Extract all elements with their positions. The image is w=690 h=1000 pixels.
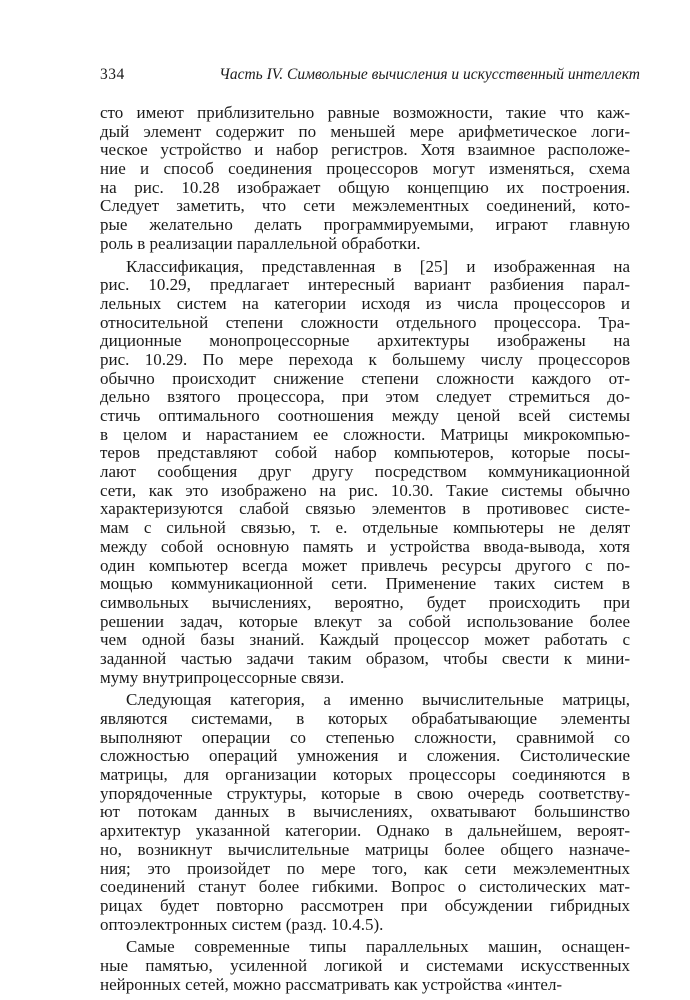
text-line: упорядоченные структуры, которые в свою очередь соответству- bbox=[100, 783, 630, 803]
text-line: роль в реализации параллельной обработки. bbox=[100, 233, 421, 253]
text-line: лают сообщения друг другу посредством коммуникационной bbox=[100, 462, 630, 482]
body-text bbox=[100, 104, 630, 994]
text-line: рис. 10.29, предлагает интересный вариант разбиения парал- bbox=[100, 275, 630, 295]
page-header bbox=[100, 66, 640, 88]
text-line: выполняют операции со степенью сложности, сравнимой со bbox=[100, 727, 630, 747]
page-number: 334 bbox=[100, 66, 125, 83]
text-line: ние и способ соединения процессоров могут изменяться, схема bbox=[100, 159, 630, 179]
text-line: ные памятью, усиленной логикой и системами искусственных bbox=[100, 955, 630, 975]
text-line: дый элемент содержит по меньшей мере арифметическое логи- bbox=[100, 121, 630, 141]
text-line: мам с сильной связью, т. е. отдельные компьютеры не делят bbox=[100, 518, 630, 538]
text-line: архитектур указанной категории. Однако в дальнейшем, вероят- bbox=[100, 821, 630, 841]
text-line: символьных вычислениях, вероятно, будет происходить при bbox=[100, 592, 630, 612]
text-line: ют потокам данных в вычислениях, охватывают большинство bbox=[100, 802, 630, 822]
paragraph bbox=[100, 938, 630, 994]
text-line: сложностью операций умножения и сложения. Систолические bbox=[100, 746, 630, 766]
text-line: Следует заметить, что сети межэлементных соединений, кото- bbox=[100, 196, 630, 216]
text-line: диционные монопроцессорные архитектуры изображены на bbox=[100, 331, 630, 351]
text-line: сто имеют приблизительно равные возможности, такие что каж- bbox=[100, 103, 630, 122]
text-line: соединений станут более гибкими. Вопрос о систолических мат- bbox=[100, 877, 630, 897]
text-line: ния; это произойдет по мере того, как сети межэлементных bbox=[100, 858, 630, 878]
text-line: лельных систем на категории исходя из числа процессоров и bbox=[100, 293, 630, 313]
text-line: оптоэлектронных систем (разд. 10.4.5). bbox=[100, 914, 384, 934]
text-line: решении задач, которые влекут за собой использование более bbox=[100, 611, 630, 631]
text-line: между собой основную память и устройства ввода-вывода, хотя bbox=[100, 536, 630, 556]
text-line: нейронных сетей, можно рассматривать как устройства «интел- bbox=[100, 974, 563, 994]
text-line: Самые современные типы параллельных машин, оснащен- bbox=[126, 937, 630, 957]
text-line: ческое устройство и набор регистров. Хотя взаимное расположе- bbox=[100, 140, 630, 160]
text-line: Классификация, представленная в [25] и изображенная на bbox=[126, 256, 630, 276]
text-line: относительной степени сложности отдельного процессора. Тра- bbox=[100, 312, 630, 332]
text-line: являются системами, в которых обрабатывающие элементы bbox=[100, 709, 630, 728]
running-title: Часть IV. Символьные вычисления и искусственный интеллект bbox=[219, 66, 640, 83]
paragraph bbox=[100, 258, 630, 688]
text-line: но, возникнут вычислительные матрицы более общего назначе- bbox=[100, 839, 630, 859]
text-line: сети, как это изображено на рис. 10.30. Такие системы обычно bbox=[100, 480, 630, 500]
text-line: рис. 10.29. По мере перехода к большему числу процессоров bbox=[100, 349, 630, 369]
text-line: рые желательно делать программируемыми, играют главную bbox=[100, 215, 630, 235]
text-line: мощью коммуникационной сети. Применение таких систем в bbox=[100, 574, 630, 594]
text-line: обычно происходит снижение степени сложности каждого от- bbox=[100, 368, 630, 388]
text-line: рицах будет повторно рассмотрен при обсуждении гибридных bbox=[100, 895, 630, 915]
text-line: муму внутрипроцессорные связи. bbox=[100, 667, 345, 687]
text-line: характеризуются слабой связью элементов в противовес систе- bbox=[100, 499, 630, 519]
paragraph bbox=[100, 691, 630, 934]
text-line: Следующая категория, а именно вычислительные матрицы, bbox=[126, 690, 630, 710]
text-line: заданной частью задачи таким образом, чтобы свести к мини- bbox=[100, 648, 630, 668]
text-line: чем одной базы знаний. Каждый процессор может работать с bbox=[100, 630, 630, 650]
text-line: теров представляют собой набор компьютеров, которые посы- bbox=[100, 443, 630, 463]
text-line: один компьютер всегда может привлечь ресурсы другого с по- bbox=[100, 555, 630, 575]
text-line: на рис. 10.28 изображает общую концепцию их построения. bbox=[100, 177, 630, 197]
text-line: стичь оптимального соотношения между ценой всей системы bbox=[100, 406, 630, 425]
paragraph bbox=[100, 104, 630, 254]
text-line: дельно взятого процессора, при этом следует стремиться до- bbox=[100, 387, 630, 407]
text-line: в целом и нарастанием ее сложности. Матрицы микрокомпью- bbox=[100, 424, 630, 444]
text-line: матрицы, для организации которых процессоры соединяются в bbox=[100, 765, 630, 785]
